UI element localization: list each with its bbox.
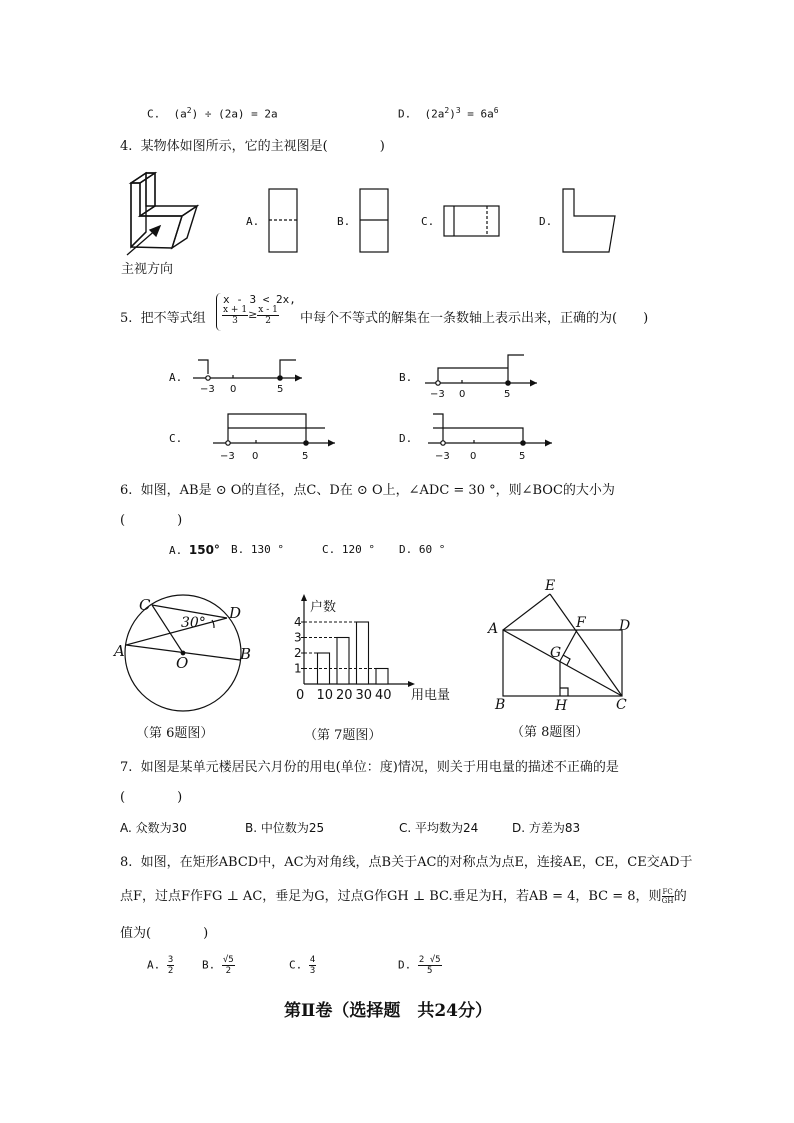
- fig8-label-e: E: [545, 578, 556, 594]
- q5-option-c[interactable]: C.: [169, 432, 183, 445]
- q7-option-c[interactable]: C. 平均数为24: [399, 821, 479, 835]
- fig7-xtick-10: 10: [316, 688, 334, 703]
- fig8-label-h: H: [555, 698, 568, 714]
- fig7-ytick-1: 1: [294, 661, 302, 676]
- fig7-y-label: 户数: [310, 600, 337, 615]
- fig7-xtick-20: 20: [336, 688, 353, 703]
- q5-option-a[interactable]: A.: [169, 371, 183, 384]
- q6-option-c[interactable]: C. 120 °: [322, 543, 375, 556]
- fig6-label-a: A: [114, 642, 125, 660]
- fig7-ytick-4: 4: [294, 615, 302, 629]
- q5-a-tick-0: 0: [230, 384, 237, 395]
- q8-line-3: 值为( ): [120, 926, 209, 941]
- q4-option-b[interactable]: B.: [337, 215, 351, 228]
- q5-stem-start: 5. 把不等式组: [120, 311, 206, 326]
- fig8-rectangle-figure: [503, 594, 622, 696]
- fig7-caption: （第 7题图）: [304, 728, 382, 743]
- q5-b-tick-0: 0: [459, 389, 466, 400]
- fig7-bar-40: [376, 669, 388, 685]
- q5-a-tick-neg3: −3: [200, 384, 215, 395]
- q8-option-c[interactable]: C. $\frac{4}{3}$: [289, 955, 316, 976]
- q3-option-d: D. $(2a^2)^3 = 6a^6$: [398, 106, 499, 121]
- q5-b-tick-5: 5: [504, 389, 511, 400]
- fig6-caption: （第 6题图）: [136, 726, 214, 741]
- fig6-label-o: O: [176, 654, 189, 672]
- q5-d-tick-5: 5: [519, 451, 526, 462]
- fig6-label-b: B: [240, 645, 252, 663]
- q6-option-a[interactable]: A. 150°: [169, 543, 220, 557]
- fig8-label-b: B: [495, 697, 506, 713]
- q8-line-2: 点F，过点F作FG ⊥ AC，垂足为G，过点G作GH ⊥ BC.垂足为H，若AB = 4，BC = 8，则 $\frac{FC}{GH}$ 的: [120, 888, 687, 905]
- q7-option-d[interactable]: D. 方差为83: [512, 821, 581, 835]
- q5-d-tick-neg3: −3: [435, 451, 450, 462]
- fig8-label-f: F: [576, 615, 586, 631]
- fig8-label-a: A: [488, 621, 499, 637]
- q3-option-c: C. $(a^2) \div (2a) = 2a$: [147, 106, 278, 121]
- fig6-label-c: C: [139, 596, 151, 614]
- fig7-xtick-40: 40: [375, 688, 392, 703]
- fig7-x-arrow: [408, 681, 415, 687]
- fig7-ytick-2: 2: [294, 646, 302, 660]
- section-2-title: 第Ⅱ卷（选择题 共24分）: [284, 1001, 492, 1021]
- q6-option-b[interactable]: B. 130 °: [231, 543, 284, 556]
- fig7-bar-20: [337, 638, 349, 685]
- q5-option-d[interactable]: D.: [399, 432, 413, 445]
- fig7-bar-30: [357, 622, 369, 684]
- q5-stem-end: 中每个不等式的解集在一条数轴上表示出来，正确的为( ): [300, 311, 649, 326]
- q6-stem: 6. 如图，AB是 ⊙ O的直径，点C、D在 ⊙ O上，∠ADC = 30 °，则∠BOC的大小为: [120, 483, 615, 498]
- q8-option-b[interactable]: B. $\frac{√5}{2}$: [202, 955, 234, 976]
- q5-b-tick-neg3: −3: [430, 389, 445, 400]
- q4-option-a[interactable]: A.: [246, 215, 260, 228]
- q5-c-tick-0: 0: [252, 451, 259, 462]
- q4-stem: 4. 某物体如图所示，它的主视图是( ): [120, 139, 385, 154]
- fig6-angle-label: 30°: [181, 615, 206, 631]
- fig6-label-d: D: [229, 604, 242, 622]
- fig8-label-g: G: [550, 645, 562, 661]
- q4-direction-label: 主视方向: [121, 262, 174, 277]
- fig8-label-d: D: [619, 618, 631, 634]
- q7-stem: 7. 如图是某单元楼居民六月份的用电(单位：度)情况，则关于用电量的描述不正确的是: [120, 760, 619, 775]
- fig8-label-c: C: [616, 697, 627, 713]
- q7-paren: ( ): [120, 790, 183, 805]
- q4-option-d[interactable]: D.: [539, 215, 553, 228]
- q5-inequality-2: $\frac{x + 1}{3}$ ≥ $\frac{x - 1}{2}$: [223, 305, 278, 326]
- fig7-y-arrow: [301, 594, 307, 601]
- q4-option-c[interactable]: C.: [421, 215, 435, 228]
- fig8-caption: （第 8题图）: [511, 725, 589, 740]
- q6-paren: ( ): [120, 513, 183, 528]
- q5-c-tick-neg3: −3: [220, 451, 235, 462]
- fig7-x-label: 用电量: [411, 688, 451, 703]
- q5-d-tick-0: 0: [470, 451, 477, 462]
- q7-option-a[interactable]: A. 众数为30: [120, 821, 187, 835]
- q5-a-tick-5: 5: [277, 384, 284, 395]
- q8-option-a[interactable]: A. $\frac{3}{2}$: [147, 955, 174, 976]
- q6-option-d[interactable]: D. 60 °: [399, 543, 446, 556]
- fig7-xtick-30: 30: [355, 688, 373, 703]
- q5-option-b[interactable]: B.: [399, 371, 413, 384]
- fig7-ytick-3: 3: [294, 630, 302, 645]
- q8-line-1: 8. 如图，在矩形ABCD中，AC为对角线，点B关于AC的对称点为点E，连接AE，CE，CE交AD于: [120, 855, 693, 870]
- q7-option-b[interactable]: B. 中位数为25: [245, 821, 325, 835]
- q5-inequality-1: x - 3 < 2x,: [223, 293, 296, 306]
- fig7-origin: 0: [296, 688, 305, 703]
- q8-option-d[interactable]: D. $\frac{2 √5}{5}$: [398, 955, 441, 976]
- q5-c-tick-5: 5: [302, 451, 309, 462]
